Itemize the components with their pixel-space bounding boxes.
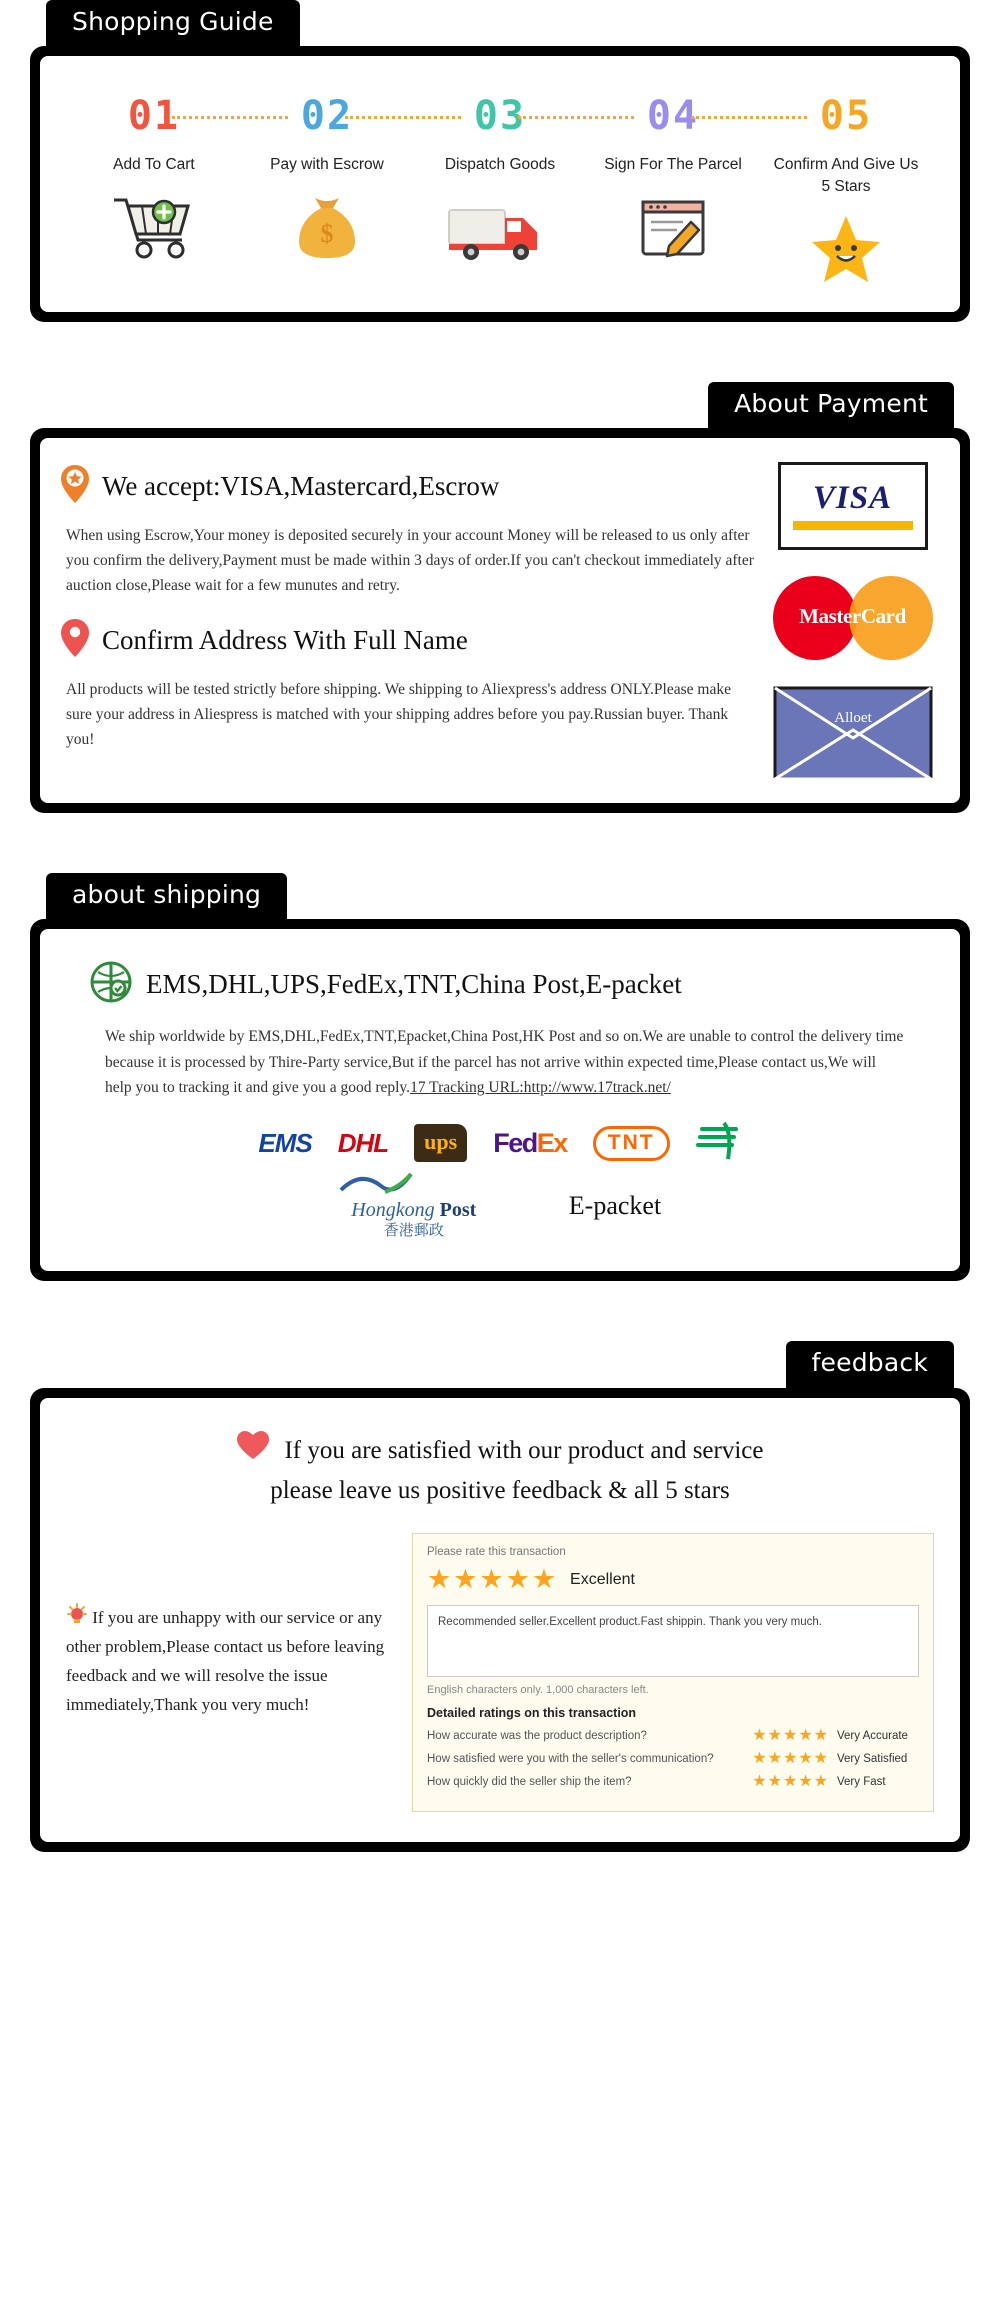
carrier-logos-row-1: [60, 1121, 940, 1166]
shipping-heading: [90, 961, 940, 1008]
guide-step: [251, 93, 403, 262]
step-label: Sign For The Parcel: [604, 156, 742, 174]
svg-text:$: $: [320, 218, 334, 248]
hongkong-post-swoosh-icon: [339, 1172, 489, 1199]
shipping-body-text: We ship worldwide by EMS,DHL,FedEx,TNT,Epacket,China Post,HK Post and so on.We are unable to control the delivery time because it is processed by Thire-Party service,But if the parcel has not arrive within expected time,Please contact us,We will help you to tracking it and give you a good reply.: [105, 1028, 904, 1097]
guide-step: [424, 93, 576, 262]
feedback-rating-panel: [412, 1533, 934, 1812]
card-inner: [40, 1398, 960, 1843]
china-post-logo: [696, 1121, 742, 1166]
card-inner: [40, 56, 960, 311]
rate-box-title: Please rate this transaction: [427, 1546, 566, 1559]
detailed-rating-verdict: Very Fast: [837, 1776, 886, 1789]
overall-rating-row: [427, 1566, 919, 1593]
heart-icon: [236, 1430, 270, 1473]
feedback-heading-text-1: If you are satisfied with our product and service: [284, 1436, 764, 1464]
card-about-shipping: [30, 919, 970, 1281]
ups-logo: ups: [414, 1124, 467, 1162]
section-about-payment: [30, 382, 970, 813]
detailed-rating-question: How accurate was the product description?: [427, 1730, 647, 1743]
location-pin-star-icon: [60, 464, 90, 509]
mastercard-logo: [773, 568, 933, 668]
hongkong-post-logo: [339, 1172, 489, 1240]
step-number: 03: [473, 93, 527, 140]
card-shopping-guide: [30, 46, 970, 321]
feedback-comment-textarea[interactable]: Recommended seller.Excellent product.Fast shippin. Thank you very much.: [427, 1605, 919, 1677]
feedback-heading: [60, 1430, 940, 1512]
detailed-rating-value: [752, 1751, 919, 1767]
tnt-logo: TNT: [593, 1126, 670, 1161]
payment-logos: [765, 456, 940, 781]
detailed-rating-stars[interactable]: ★★★★★: [752, 1750, 829, 1768]
overall-rating-word: Excellent: [570, 1570, 635, 1588]
section-tab-about-payment: About Payment: [708, 382, 954, 428]
feedback-heading-text-2: please leave us positive feedback & all 5 stars: [270, 1477, 730, 1505]
payment-text-column: [60, 456, 765, 781]
payment-heading-2-text: Confirm Address With Full Name: [102, 625, 468, 656]
card-feedback: [30, 1388, 970, 1853]
detailed-rating-stars[interactable]: ★★★★★: [752, 1727, 829, 1745]
shipping-body: [105, 1024, 906, 1101]
shipping-heading-text: EMS,DHL,UPS,FedEx,TNT,China Post,E-packet: [146, 969, 682, 1000]
envelope-logo: [773, 686, 933, 781]
feedback-left-note: [66, 1533, 396, 1720]
section-tab-about-shipping: about shipping: [46, 873, 287, 919]
payment-body-2: All products will be tested strictly before shipping. We shipping to Aliexpress's address ONLY.Please make sure your address in Aliespress is matched with your shipping addres before you pay.Russian buyer. Thank you!: [66, 681, 731, 749]
sign-document-icon: [597, 190, 749, 262]
section-feedback: [30, 1341, 970, 1852]
step-number: 02: [300, 93, 354, 140]
globe-shipping-icon: [90, 961, 132, 1008]
payment-heading-1: [60, 464, 755, 509]
visa-logo-text: VISA: [812, 479, 893, 516]
card-inner: [40, 929, 960, 1271]
tab-row: [30, 1341, 970, 1387]
hongkong-post-text: Hongkong Post: [351, 1199, 477, 1222]
guide-step: [597, 93, 749, 262]
tab-row: [30, 382, 970, 428]
tab-row: [30, 873, 970, 919]
section-shopping-guide: [30, 0, 970, 322]
guide-steps: [60, 74, 940, 289]
fedex-logo: FedEx: [493, 1127, 567, 1158]
carrier-logos-row-2: [60, 1172, 940, 1240]
section-tab-shopping-guide: Shopping Guide: [46, 0, 300, 46]
location-pin-icon: [60, 618, 90, 663]
visa-logo: [778, 462, 928, 550]
lightbulb-icon: [66, 1608, 92, 1627]
detailed-rating-value: [752, 1774, 919, 1790]
overall-stars[interactable]: ★★★★★: [427, 1564, 559, 1595]
section-tab-feedback: feedback: [786, 1341, 954, 1387]
guide-step: [78, 93, 230, 262]
shopping-cart-icon: [78, 190, 230, 262]
feedback-columns: [60, 1529, 940, 1820]
dhl-logo: DHL: [337, 1127, 389, 1158]
ems-logo: EMS: [258, 1127, 312, 1158]
money-bag-icon: [251, 190, 403, 262]
step-label: Dispatch Goods: [444, 156, 556, 174]
detailed-rating-row: [427, 1751, 919, 1767]
svg-text:Alloet: Alloet: [833, 709, 872, 726]
step-number: 04: [646, 93, 700, 140]
detailed-rating-verdict: Very Accurate: [837, 1730, 908, 1743]
payment-body-1: When using Escrow,Your money is deposited securely in your account Money will be released to us only after you confirm the delivery,Payment must be made within 3 days of order.If you can't checkout immediately after auction close,Please wait for a few munutes and retry.: [66, 526, 754, 595]
step-label: Pay with Escrow: [270, 156, 384, 174]
guide-step: [770, 93, 922, 283]
smiling-star-icon: [770, 212, 922, 284]
card-about-payment: [30, 428, 970, 813]
detailed-rating-stars[interactable]: ★★★★★: [752, 1773, 829, 1791]
detailed-ratings-title: Detailed ratings on this transaction: [427, 1706, 637, 1721]
payment-content: [60, 456, 940, 781]
detailed-rating-row: [427, 1774, 919, 1790]
step-number: 01: [127, 93, 181, 140]
tab-row: [30, 0, 970, 46]
card-inner: [40, 438, 960, 803]
step-label: Confirm And Give Us 5 Stars: [773, 156, 919, 195]
visa-logo-bar: [793, 521, 913, 530]
feedback-left-note-text: If you are unhappy with our service or any other problem,Please contact us before leaving feedback and we will resolve the issue immediately,Thank you very much!: [66, 1608, 385, 1714]
payment-heading-1-text: We accept:VISA,Mastercard,Escrow: [102, 470, 500, 501]
detailed-rating-question: How quickly did the seller ship the item?: [427, 1776, 632, 1789]
step-label: Add To Cart: [113, 156, 195, 174]
hongkong-post-chinese-text: 香港郵政: [383, 1221, 444, 1240]
character-count-note: English characters only. 1,000 characters left.: [427, 1684, 649, 1697]
feedback-heading-line-1: [236, 1430, 763, 1473]
detailed-rating-verdict: Very Satisfied: [837, 1753, 908, 1766]
epacket-logo: E-packet: [568, 1190, 662, 1220]
section-about-shipping: [30, 873, 970, 1282]
detailed-rating-row: [427, 1728, 919, 1744]
mastercard-logo-text: MasterCard: [799, 603, 906, 628]
step-number: 05: [819, 93, 873, 140]
rate-transaction-box: [412, 1533, 934, 1812]
payment-heading-2: [60, 618, 755, 663]
detailed-rating-value: [752, 1728, 919, 1744]
tracking-url-link[interactable]: 17 Tracking URL:http://www.17track.net/: [410, 1079, 671, 1097]
delivery-truck-icon: [424, 190, 576, 262]
detailed-rating-question: How satisfied were you with the seller's communication?: [427, 1753, 714, 1766]
